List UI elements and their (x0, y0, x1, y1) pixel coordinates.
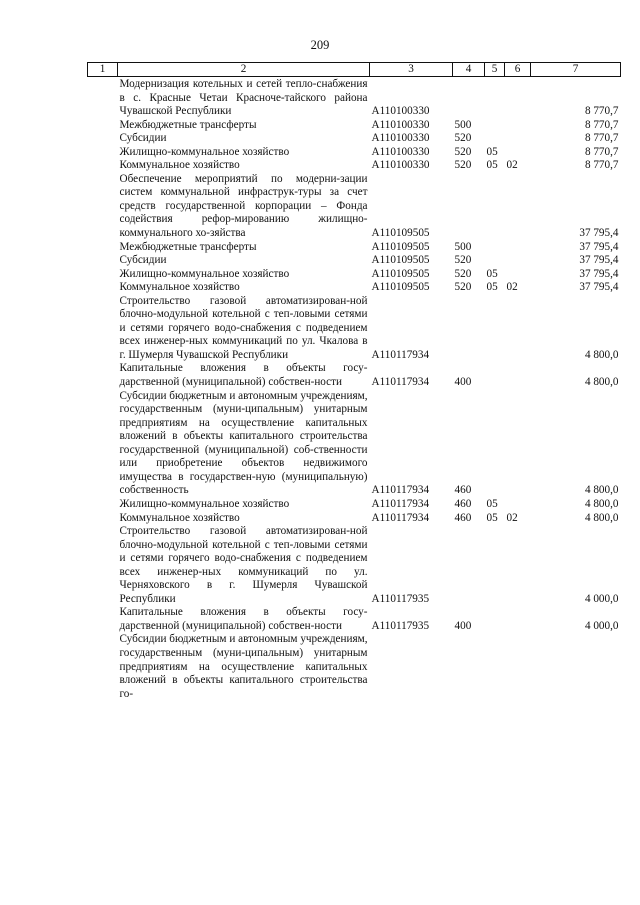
row-expense-type (453, 525, 485, 606)
row-expense-type: 400 (454, 619, 472, 632)
column-header-6: 6 (505, 63, 531, 77)
row-subsection (505, 362, 531, 389)
row-subsection: 02 (506, 281, 518, 294)
row-index-cell (88, 241, 118, 255)
row-code: А110109505 (371, 281, 430, 294)
row-section (485, 525, 505, 606)
row-expense-type (453, 633, 485, 701)
table-row (88, 281, 621, 295)
row-name: Капитальные вложения в объекты госу-дарственной (муниципальной) собствен-ности (119, 606, 368, 632)
row-code: А110109505 (371, 267, 430, 280)
row-index-cell (88, 268, 118, 282)
row-section (485, 254, 505, 268)
row-index-cell (88, 606, 118, 633)
table-row (88, 146, 621, 160)
table-row (88, 498, 621, 512)
row-subsection: 02 (506, 159, 518, 172)
row-expense-type: 520 (454, 281, 472, 294)
row-amount: 37 795,4 (579, 267, 619, 280)
row-expense-type: 520 (454, 132, 472, 145)
row-section: 05 (486, 497, 498, 510)
row-index-cell (88, 119, 118, 133)
row-expense-type: 400 (454, 376, 472, 389)
row-section (485, 362, 505, 389)
row-amount: 8 770,7 (584, 145, 619, 158)
row-index-cell (88, 77, 118, 119)
row-subsection (505, 295, 531, 363)
row-code: А110109505 (371, 240, 430, 253)
row-subsection (505, 525, 531, 606)
row-code: А110100330 (371, 105, 430, 118)
row-subsection (505, 254, 531, 268)
row-amount: 8 770,7 (584, 105, 619, 118)
row-name: Строительство газовой автоматизирован-ной блочно-модульной котельной с теп-ловыми сетями и сетями горячего водо-снабжения с подведением всех инженер-ных коммуникаций по ул. Черняховского в г. Шумерля Чувашской Республики (119, 525, 368, 605)
row-amount: 4 800,0 (584, 511, 619, 524)
row-index-cell (88, 362, 118, 389)
row-index-cell (88, 173, 118, 241)
row-amount (531, 633, 621, 701)
row-subsection: 02 (506, 511, 518, 524)
row-name: Жилищно-коммунальное хозяйство (119, 267, 290, 280)
row-section (485, 173, 505, 241)
row-expense-type: 460 (454, 511, 472, 524)
budget-table (87, 62, 621, 701)
row-expense-type: 500 (454, 118, 472, 131)
row-index-cell (88, 295, 118, 363)
row-code: А110100330 (371, 118, 430, 131)
table-body (88, 77, 621, 702)
table-row (88, 512, 621, 526)
row-section: 05 (486, 145, 498, 158)
column-header-5: 5 (485, 63, 505, 77)
row-amount: 37 795,4 (579, 281, 619, 294)
row-index-cell (88, 390, 118, 498)
row-subsection (505, 77, 531, 119)
table-row (88, 268, 621, 282)
table-row (88, 173, 621, 241)
row-name: Субсидии бюджетным и автономным учреждениям, государственным (муни-ципальным) унитарным предприятиям на осуществление капитальных вложений в объекты капитального строительства государственной (муниципальной) соб-ственности или приобретение объектов недвижимого имущества в государствен-ную (муниципальную) собственность (119, 389, 368, 497)
row-index-cell (88, 512, 118, 526)
row-subsection (505, 498, 531, 512)
row-amount: 4 000,0 (584, 619, 619, 632)
row-name: Модернизация котельных и сетей тепло-снабжения в с. Красные Четаи Красноче-тайского района Чувашской Республики (119, 78, 368, 118)
row-subsection (505, 146, 531, 160)
row-name: Жилищно-коммунальное хозяйство (119, 145, 290, 158)
column-header-4: 4 (453, 63, 485, 77)
row-index-cell (88, 525, 118, 606)
row-code: А110117934 (371, 376, 430, 389)
row-amount: 8 770,7 (584, 159, 619, 172)
row-name: Строительство газовой автоматизирован-ной блочно-модульной котельной с теп-ловыми сетями и сетями горячего водо-снабжения с подведением всех инженер-ных коммуникаций по ул. Чкалова в г. Шумерля Чувашской Республики (119, 294, 368, 361)
row-subsection (505, 633, 531, 701)
table-row (88, 633, 621, 701)
row-name: Субсидии (119, 254, 167, 267)
row-expense-type: 520 (454, 145, 472, 158)
row-name: Обеспечение мероприятий по модерни-зации систем коммунальной инфраструк-туры за счет средств государственной корпорации – Фонда содействия рефор-мированию жилищно-коммунального хо-зяйства (119, 172, 368, 240)
row-code: А110100330 (371, 159, 430, 172)
row-code (370, 633, 453, 701)
table-row (88, 606, 621, 633)
row-amount: 37 795,4 (579, 254, 619, 267)
column-header-1: 1 (88, 63, 118, 77)
row-amount: 37 795,4 (579, 227, 619, 240)
table-row (88, 77, 621, 119)
row-code: А110109505 (371, 227, 430, 240)
table-row (88, 362, 621, 389)
column-number-row (88, 63, 621, 77)
row-name: Межбюджетные трансферты (119, 240, 257, 253)
row-section (485, 295, 505, 363)
row-section (485, 119, 505, 133)
row-name: Коммунальное хозяйство (119, 159, 240, 172)
row-amount: 8 770,7 (584, 132, 619, 145)
row-expense-type (453, 295, 485, 363)
row-code: А110117934 (371, 484, 430, 497)
row-index-cell (88, 498, 118, 512)
row-amount: 4 800,0 (584, 484, 619, 497)
table-row (88, 132, 621, 146)
row-section (485, 132, 505, 146)
row-name: Субсидии (119, 132, 167, 145)
row-amount: 8 770,7 (584, 118, 619, 131)
row-expense-type (453, 77, 485, 119)
row-expense-type: 520 (454, 159, 472, 172)
row-code: А110117935 (371, 592, 430, 605)
row-subsection (505, 606, 531, 633)
row-code: А110100330 (371, 145, 430, 158)
row-index-cell (88, 633, 118, 701)
row-index-cell (88, 159, 118, 173)
row-name: Межбюджетные трансферты (119, 118, 257, 131)
row-code: А110117934 (371, 497, 430, 510)
column-header-7: 7 (531, 63, 621, 77)
row-expense-type: 460 (454, 497, 472, 510)
row-index-cell (88, 146, 118, 160)
row-subsection (505, 119, 531, 133)
row-amount: 37 795,4 (579, 240, 619, 253)
row-subsection (505, 390, 531, 498)
column-header-2: 2 (118, 63, 370, 77)
row-expense-type (453, 173, 485, 241)
row-section (485, 241, 505, 255)
page-number: 209 (310, 38, 330, 52)
row-subsection (505, 268, 531, 282)
row-name: Коммунальное хозяйство (119, 511, 240, 524)
row-code: А110100330 (371, 132, 430, 145)
table-row (88, 254, 621, 268)
row-index-cell (88, 132, 118, 146)
row-expense-type: 520 (454, 254, 472, 267)
table-row (88, 390, 621, 498)
table-row (88, 295, 621, 363)
row-section: 05 (486, 159, 498, 172)
row-index-cell (88, 254, 118, 268)
row-amount: 4 800,0 (584, 376, 619, 389)
row-subsection (505, 132, 531, 146)
row-subsection (505, 173, 531, 241)
row-section (485, 606, 505, 633)
row-subsection (505, 241, 531, 255)
row-section: 05 (486, 267, 498, 280)
row-name: Субсидии бюджетным и автономным учреждениям, государственным (муни-ципальным) унитарным предприятиям на осуществление капитальных вложений в объекты капитального строительства го- (119, 633, 368, 700)
table-row (88, 241, 621, 255)
table-row (88, 159, 621, 173)
table-row (88, 525, 621, 606)
row-code: А110117934 (371, 511, 430, 524)
row-name: Жилищно-коммунальное хозяйство (119, 497, 290, 510)
row-section: 05 (486, 511, 498, 524)
row-section: 05 (486, 281, 498, 294)
row-section (485, 633, 505, 701)
row-expense-type: 460 (454, 484, 472, 497)
row-amount: 4 800,0 (584, 348, 619, 361)
row-amount: 4 800,0 (584, 497, 619, 510)
row-name: Капитальные вложения в объекты госу-дарственной (муниципальной) собствен-ности (119, 362, 368, 389)
column-header-3: 3 (370, 63, 453, 77)
row-section (485, 390, 505, 498)
row-expense-type: 500 (454, 240, 472, 253)
row-index-cell (88, 281, 118, 295)
table-row (88, 119, 621, 133)
row-amount: 4 000,0 (584, 592, 619, 605)
row-code: А110117935 (371, 619, 430, 632)
row-code: А110109505 (371, 254, 430, 267)
row-name: Коммунальное хозяйство (119, 281, 240, 294)
row-expense-type: 520 (454, 267, 472, 280)
row-code: А110117934 (371, 348, 430, 361)
row-section (485, 77, 505, 119)
